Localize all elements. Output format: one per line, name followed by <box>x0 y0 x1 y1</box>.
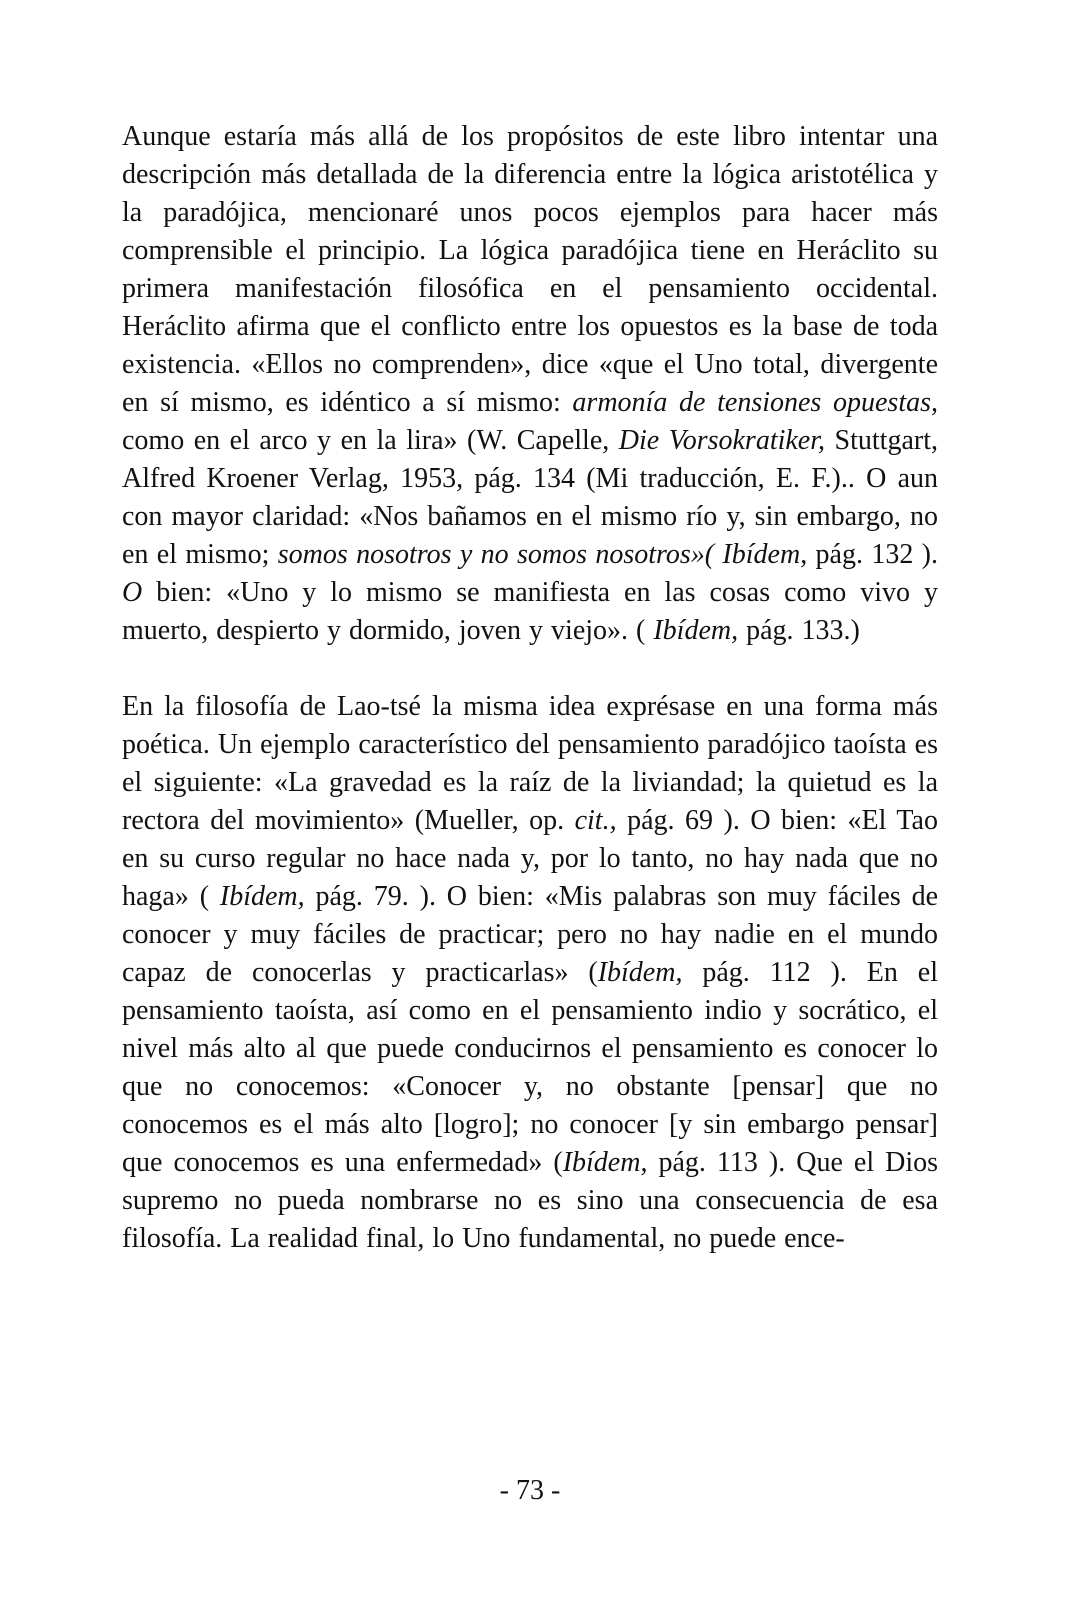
paragraph-italic-segment: O <box>122 577 143 608</box>
paragraph-italic-segment: armonía de tensiones opuestas, <box>572 387 938 418</box>
paragraph-segment: pág. 132 ). <box>807 539 938 570</box>
paragraph <box>122 688 938 1258</box>
paragraph-segment: En la filosofía de Lao-tsé la misma idea exprésase en una forma más poética. Un ejemplo característico del pensamiento paradójico taoísta es el siguiente: «La gravedad es la raíz de la liviandad; la quietud es la rectora del movimiento» (Mueller, op. <box>122 691 938 836</box>
paragraph-italic-segment: Ibídem, <box>653 615 739 646</box>
paragraph-segment: Stuttgart, Alfred Kroener Verlag, 1953, pág. 134 (Mi traducción, E. F.).. O aun con mayor claridad: «Nos bañamos en el mismo río y, sin embargo, no en el mismo; <box>122 425 938 570</box>
paragraph-segment: pág. 112 ). En el pensamiento taoísta, así como en el pensamiento indio y socrático, el nivel más alto al que puede conducirnos el pensamiento es conocer lo que no conocemos: «Conocer y, no obstante [pensar] que no conocemos es el más alto [logro]; no conocer [y sin embargo pensar] que conocemos es una enfermedad» ( <box>122 957 938 1178</box>
paragraph-segment: pág. 79. ). O bien: «Mis palabras son muy fáciles de conocer y muy fáciles de practicar; pero no hay nadie en el mundo capaz de conocerlas y practicarlas» ( <box>122 881 938 988</box>
paragraph-segment: Aunque estaría más allá de los propósitos de este libro intentar una descripción más detallada de la diferencia entre la lógica aristotélica y la paradójica, mencionaré unos pocos ejemplos para hacer más comprensible el principio. La lógica paradójica tiene en Heráclito su primera manifestación filosófica en el pensamiento occidental. Heráclito afirma que el conflicto entre los opuestos es la base de toda existencia. «Ellos no comprenden», dice «que el Uno total, divergente en sí mismo, es idéntico a sí mismo: <box>122 121 938 418</box>
paragraph-segment: pág. 133.) <box>738 615 860 646</box>
paragraph-italic-segment: somos nosotros y no somos nosotros»( Ibídem, <box>277 539 808 570</box>
paragraph-italic-segment: cit., <box>574 805 617 836</box>
paragraph-segment: bien: «Uno y lo mismo se manifiesta en las cosas como vivo y muerto, despierto y dormido, joven y viejo». ( <box>122 577 938 646</box>
paragraph-segment: pág. 69 ). O bien: «El Tao en su curso regular no hace nada y, por lo tanto, no hay nada que no haga» ( <box>122 805 938 912</box>
paragraph <box>122 118 938 650</box>
paragraph-italic-segment: Ibídem, <box>562 1147 648 1178</box>
paragraph-italic-segment: Ibídem, <box>597 957 683 988</box>
page-text <box>122 118 938 1258</box>
paragraph-italic-segment: Die Vorsokratiker, <box>618 425 826 456</box>
paragraph-segment: como en el arco y en la lira» (W. Capelle, <box>122 425 619 456</box>
paragraph-segment: pág. 113 ). Que el Dios supremo no pueda nombrarse no es sino una consecuencia de esa filosofía. La realidad final, lo Uno fundamental, no puede ence- <box>122 1147 939 1254</box>
page-number: - 73 - <box>499 1475 561 1506</box>
paragraph-italic-segment: Ibídem, <box>219 881 305 912</box>
